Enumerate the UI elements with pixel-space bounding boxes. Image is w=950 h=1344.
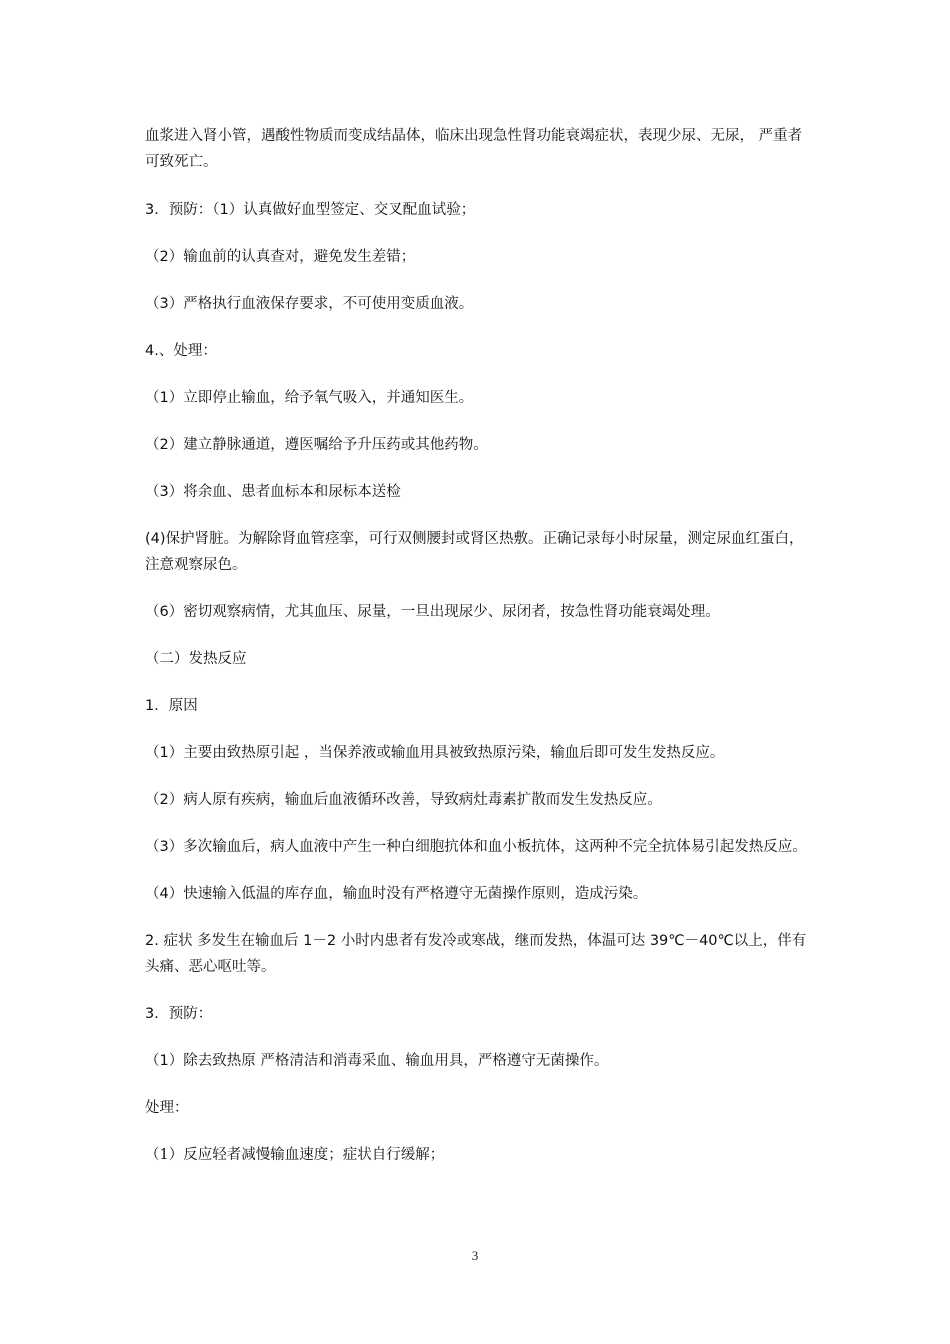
paragraph-symptoms: 2. 症状 多发生在输血后 1－2 小时内患者有发冷或寒战，继而发热，体温可达 39℃－40℃以上，伴有头痛、恶心呕吐等。 <box>145 933 807 975</box>
paragraph-treatment-item-6: （6）密切观察病情，尤其血压、尿量，一旦出现尿少、尿闭者，按急性肾功能衰竭处理。 <box>145 604 720 620</box>
paragraph-cause-item-4: （4）快速输入低温的库存血，输血时没有严格遵守无菌操作原则，造成污染。 <box>145 886 648 902</box>
paragraph-treatment-item-3: （3）将余血、患者血标本和尿标本送检 <box>145 484 401 500</box>
section-heading-fever-reaction: （二）发热反应 <box>145 651 247 667</box>
paragraph-cause-item-3: （3）多次输血后，病人血液中产生一种白细胞抗体和血小板抗体，这两种不完全抗体易引起发热反应。 <box>145 839 807 855</box>
paragraph-cause-item-1: （1）主要由致热原引起 ，当保养液或输血用具被致热原污染，输血后即可发生发热反应。 <box>145 745 725 761</box>
paragraph-treatment-item-4: (4)保护肾脏。为解除肾血管痉挛，可行双侧腰封或肾区热敷。正确记录每小时尿量，测定尿血红蛋白，注意观察尿色。 <box>145 531 804 573</box>
paragraph-hemolysis-kidney: 血浆进入肾小管，遇酸性物质而变成结晶体，临床出现急性肾功能衰竭症状，表现少尿、无尿， 严重者可致死亡。 <box>145 128 803 170</box>
paragraph-prevention-item-3: （3）严格执行血液保存要求，不可使用变质血液。 <box>145 296 474 312</box>
paragraph-cause-item-2: （2）病人原有疾病，输血后血液循环改善，导致病灶毒素扩散而发生发热反应。 <box>145 792 662 808</box>
page-number: 3 <box>471 1248 479 1263</box>
paragraph-cause-heading: 1．原因 <box>145 698 198 714</box>
paragraph-fever-prevention-heading: 3．预防： <box>145 1006 213 1022</box>
paragraph-fever-treatment-heading: 处理： <box>145 1100 189 1116</box>
paragraph-prevention-heading: 3．预防：（1）认真做好血型签定、交叉配血试验； <box>145 202 476 218</box>
paragraph-fever-prevention-item-1: （1）除去致热原 严格清洁和消毒采血、输血用具，严格遵守无菌操作。 <box>145 1053 609 1069</box>
paragraph-treatment-item-2: （2）建立静脉通道，遵医嘱给予升压药或其他药物。 <box>145 437 488 453</box>
paragraph-fever-treatment-item-1: （1）反应轻者减慢输血速度；症状自行缓解； <box>145 1147 445 1163</box>
paragraph-treatment-item-1: （1）立即停止输血，给予氧气吸入，并通知医生。 <box>145 390 474 406</box>
paragraph-treatment-heading: 4.、处理： <box>145 343 217 359</box>
paragraph-prevention-item-2: （2）输血前的认真查对，避免发生差错； <box>145 249 416 265</box>
